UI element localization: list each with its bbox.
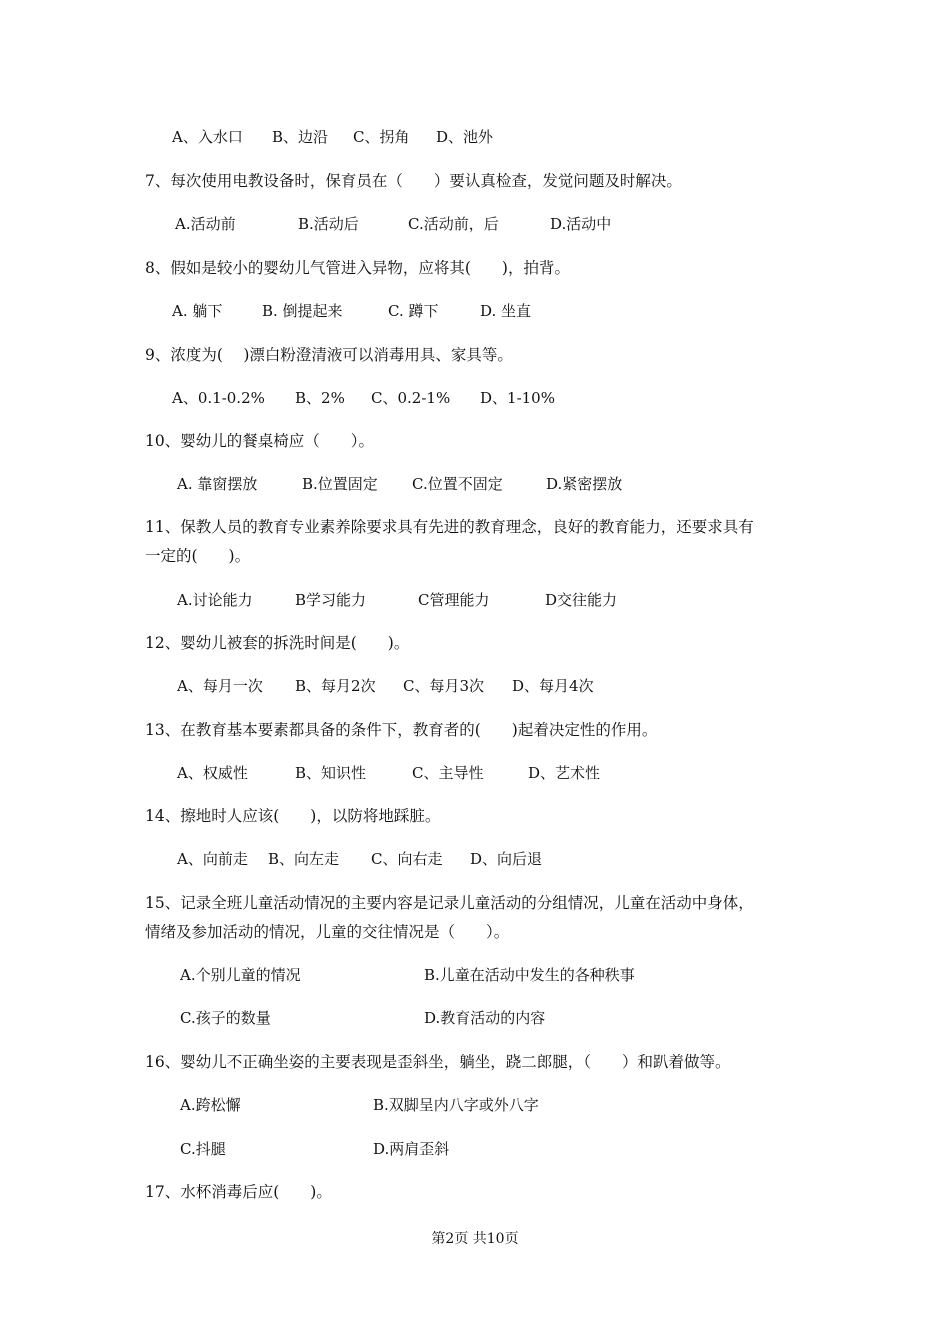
option-q8-options-3: D. 坐直 — [480, 302, 532, 320]
option-q10-options-0: A. 靠窗摆放 — [177, 475, 258, 493]
option-q16-options-1-0: A.跨松懈 — [180, 1096, 241, 1114]
option-q10-options-1: B.位置固定 — [302, 475, 378, 493]
question-text-q9: 9、浓度为( )漂白粉澄清液可以消毒用具、家具等。 — [145, 346, 513, 364]
option-q8-options-0: A. 躺下 — [172, 302, 223, 320]
option-q9-options-1: B、2% — [295, 389, 345, 407]
question-text-q11-cont: 一定的( )。 — [145, 547, 251, 565]
question-text-q15-cont: 情绪及参加活动的情况，儿童的交往情况是（ ）。 — [145, 923, 510, 941]
option-q9-options-2: C、0.2-1% — [371, 389, 451, 407]
question-text-q15: 15、记录全班儿童活动情况的主要内容是记录儿童活动的分组情况，儿童在活动中身体， — [145, 894, 754, 912]
option-q14-options-3: D、向后退 — [470, 850, 543, 868]
option-q12-options-1: B、每月2次 — [295, 677, 376, 695]
option-q12-options-3: D、每月4次 — [512, 677, 594, 695]
question-text-q11: 11、保教人员的教育专业素养除要求具有先进的教育理念，良好的教育能力，还要求具有 — [145, 518, 754, 536]
option-q14-options-2: C、向右走 — [371, 850, 443, 868]
question-text-q17: 17、水杯消毒后应( )。 — [145, 1183, 332, 1201]
option-q15-options-2-1: D.教育活动的内容 — [424, 1009, 546, 1027]
option-q7-options-0: A.活动前 — [175, 215, 236, 233]
option-q6-options-2: C、拐角 — [353, 128, 410, 146]
option-q13-options-2: C、主导性 — [412, 764, 484, 782]
option-q16-options-1-1: B.双脚呈内八字或外八字 — [373, 1096, 539, 1114]
option-q9-options-0: A、0.1-0.2% — [172, 389, 265, 407]
option-q11-options-1: B学习能力 — [295, 591, 367, 609]
question-text-q13: 13、在教育基本要素都具备的条件下，教育者的( )起着决定性的作用。 — [145, 721, 658, 739]
option-q7-options-3: D.活动中 — [550, 215, 612, 233]
question-text-q16: 16、婴幼儿不正确坐姿的主要表现是歪斜坐，躺坐，跷二郎腿，（ ）和趴着做等。 — [145, 1053, 731, 1071]
page-footer: 第2页 共10页 — [431, 1231, 519, 1247]
option-q11-options-0: A.讨论能力 — [177, 591, 253, 609]
option-q11-options-3: D交往能力 — [545, 591, 618, 609]
option-q10-options-2: C.位置不固定 — [412, 475, 503, 493]
option-q14-options-1: B、向左走 — [268, 850, 340, 868]
option-q9-options-3: D、1-10% — [480, 389, 555, 407]
option-q13-options-1: B、知识性 — [295, 764, 367, 782]
question-text-q14: 14、擦地时人应该( )，以防将地踩脏。 — [145, 807, 441, 825]
option-q13-options-3: D、艺术性 — [528, 764, 601, 782]
option-q16-options-2-1: D.两肩歪斜 — [373, 1140, 450, 1158]
question-text-q8: 8、假如是较小的婴幼儿气管进入异物，应将其( )，拍背。 — [145, 259, 570, 277]
option-q11-options-2: C管理能力 — [418, 591, 490, 609]
option-q8-options-2: C. 蹲下 — [388, 302, 439, 320]
option-q6-options-3: D、池外 — [436, 128, 494, 146]
option-q7-options-1: B.活动后 — [298, 215, 359, 233]
option-q14-options-0: A、向前走 — [177, 850, 248, 868]
option-q16-options-2-0: C.抖腿 — [180, 1140, 226, 1158]
question-text-q7: 7、每次使用电教设备时，保育员在（ ）要认真检查，发觉问题及时解决。 — [145, 172, 682, 190]
option-q15-options-2-0: C.孩子的数量 — [180, 1009, 271, 1027]
option-q6-options-1: B、边沿 — [272, 128, 329, 146]
question-text-q12: 12、婴幼儿被套的拆洗时间是( )。 — [145, 634, 410, 652]
option-q6-options-0: A、入水口 — [172, 128, 243, 146]
option-q15-options-1-0: A.个别儿童的情况 — [180, 966, 301, 984]
option-q8-options-1: B. 倒提起来 — [262, 302, 343, 320]
option-q15-options-1-1: B.儿童在活动中发生的各种秩事 — [424, 966, 635, 984]
option-q13-options-0: A、权威性 — [177, 764, 248, 782]
question-text-q10: 10、婴幼儿的餐桌椅应（ ）。 — [145, 432, 374, 450]
option-q12-options-0: A、每月一次 — [177, 677, 263, 695]
option-q12-options-2: C、每月3次 — [403, 677, 485, 695]
option-q10-options-3: D.紧密摆放 — [546, 475, 623, 493]
option-q7-options-2: C.活动前，后 — [408, 215, 499, 233]
